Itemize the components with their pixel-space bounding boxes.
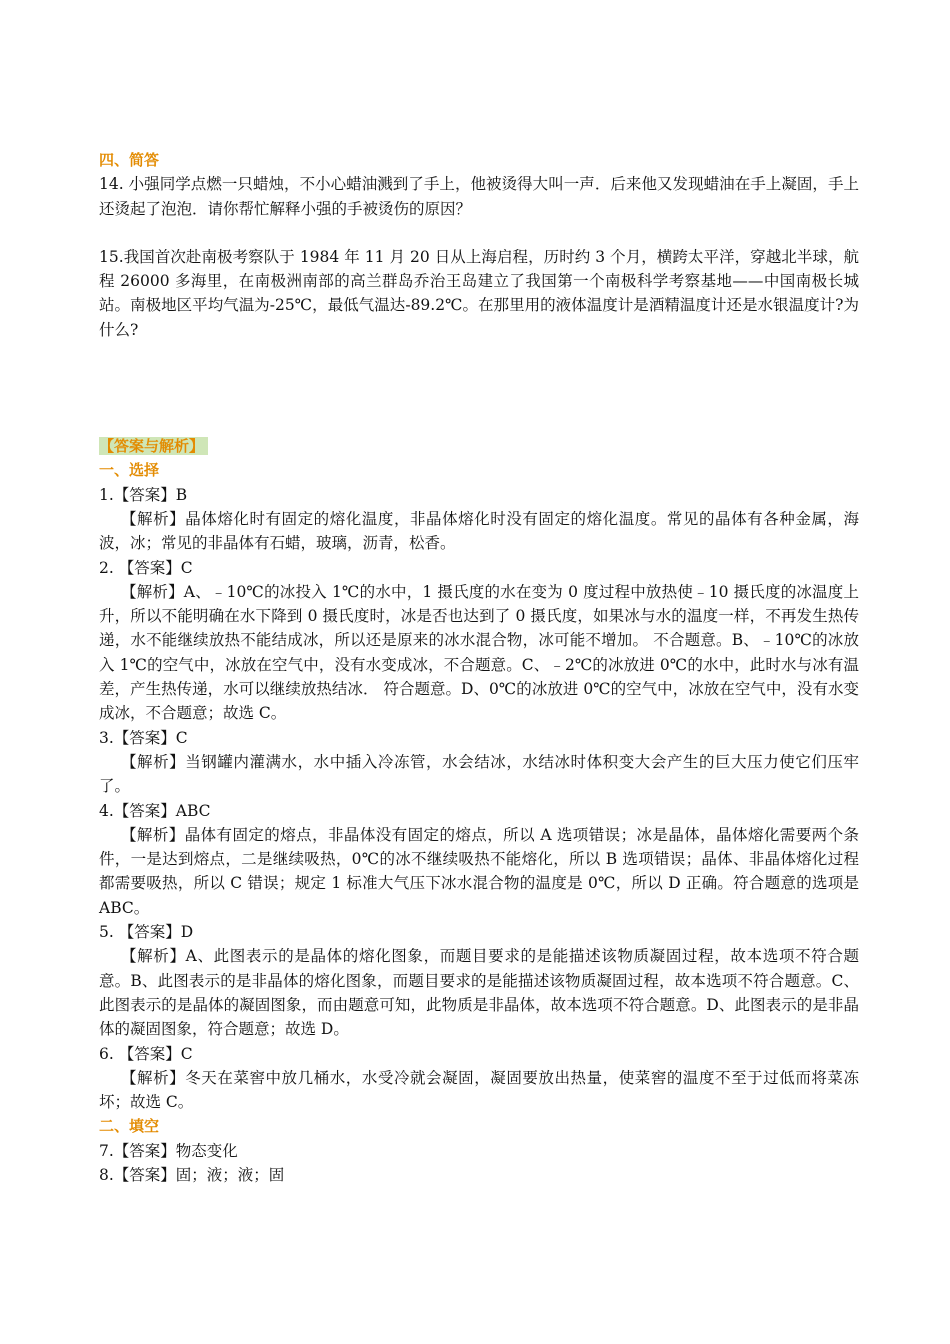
explanation-5: 【解析】A、此图表示的是晶体的熔化图象，而题目要求的是能描述该物质凝固过程，故本选项不符合题意。B、此图表示的是非晶体的熔化图象，而题目要求的是能描述该物质凝固过程，故本选项不符合题意。C、此图表示的是晶体的凝固图象，而由题意可知，此物质是非晶体，故本选项不符合题意。D、此图表示的是非晶体的凝固图象，符合题意；故选 D。	[99, 947, 859, 1039]
document-page	[99, 148, 859, 1187]
section-heading-fill-in: 二、填空	[99, 1117, 160, 1136]
answer-6: 6. 【答案】C	[99, 1044, 193, 1063]
section-heading-choice: 一、选择	[99, 461, 160, 480]
answer-8: 8.【答案】固；液；液；固	[99, 1165, 285, 1184]
answer-2: 2. 【答案】C	[99, 558, 193, 577]
explanation-6: 【解析】冬天在菜窖中放几桶水，水受冷就会凝固，凝固要放出热量，使菜窖的温度不至于过低而将菜冻坏；故选 C。	[99, 1068, 859, 1112]
answers-banner: 【答案与解析】	[99, 437, 208, 455]
question-14: 14. 小强同学点燃一只蜡烛，不小心蜡油溅到了手上，他被烫得大叫一声．后来他又发现蜡油在手上凝固，手上还烫起了泡泡．请你帮忙解释小强的手被烫伤的原因？	[99, 175, 859, 218]
answer-7: 7.【答案】物态变化	[99, 1141, 238, 1160]
explanation-2: 【解析】A、﹣10℃的冰投入 1℃的水中，1 摄氏度的水在变为 0 度过程中放热使﹣10 摄氏度的冰温度上升，所以不能明确在水下降到 0 摄氏度时，冰是否也达到了 0 摄氏度，如果冰与水的温度一样，不再发生热传递，水不能继续放热不能结成冰，所以还是原来的冰水混合物，冰可能不增加。 不合题意。B、﹣10℃的冰放入 1℃的空气中，冰放在空气中，没有水变成冰，不合题意。C、﹣2℃的冰放进 0℃的水中，此时水与冰有温差，产生热传递，水可以继续放热结冰． 符合题意。D、0℃的冰放进 0℃的空气中，冰放在空气中，没有水变成冰，不合题意；故选 C。	[99, 582, 859, 723]
explanation-4: 【解析】晶体有固定的熔点，非晶体没有固定的熔点，所以 A 选项错误；冰是晶体，晶体熔化需要两个条件，一是达到熔点，二是继续吸热，0℃的冰不继续吸热不能熔化，所以 B 选项错误；晶体、非晶体熔化过程都需要吸热，所以 C 错误；规定 1 标准大气压下冰水混合物的温度是 0℃，所以 D 正确。符合题意的选项是 ABC。	[99, 825, 859, 917]
section-heading-short-answer: 四、简答	[99, 151, 160, 169]
explanation-3: 【解析】当钢罐内灌满水，水中插入冷冻管，水会结冰，水结冰时体积变大会产生的巨大压力使它们压牢了。	[99, 752, 859, 796]
answer-1: 1.【答案】B	[99, 485, 188, 504]
explanation-1: 【解析】晶体熔化时有固定的熔化温度，非晶体熔化时没有固定的熔化温度。常见的晶体有各种金属，海波，冰；常见的非晶体有石蜡，玻璃，沥青，松香。	[99, 509, 859, 553]
answer-5: 5. 【答案】D	[99, 923, 194, 942]
answer-3: 3.【答案】C	[99, 728, 188, 747]
question-15: 15.我国首次赴南极考察队于 1984 年 11 月 20 日从上海启程，历时约 3 个月，横跨太平洋，穿越北半球，航程 26000 多海里，在南极洲南部的高兰群岛乔治王岛建立了我国第一个南极科学考察基地——中国南极长城站。南极地区平均气温为-25℃，最低气温达-89.2℃。在那里用的液体温度计是酒精温度计还是水银温度计?为什么?	[99, 247, 859, 339]
answer-4: 4.【答案】ABC	[99, 801, 211, 820]
